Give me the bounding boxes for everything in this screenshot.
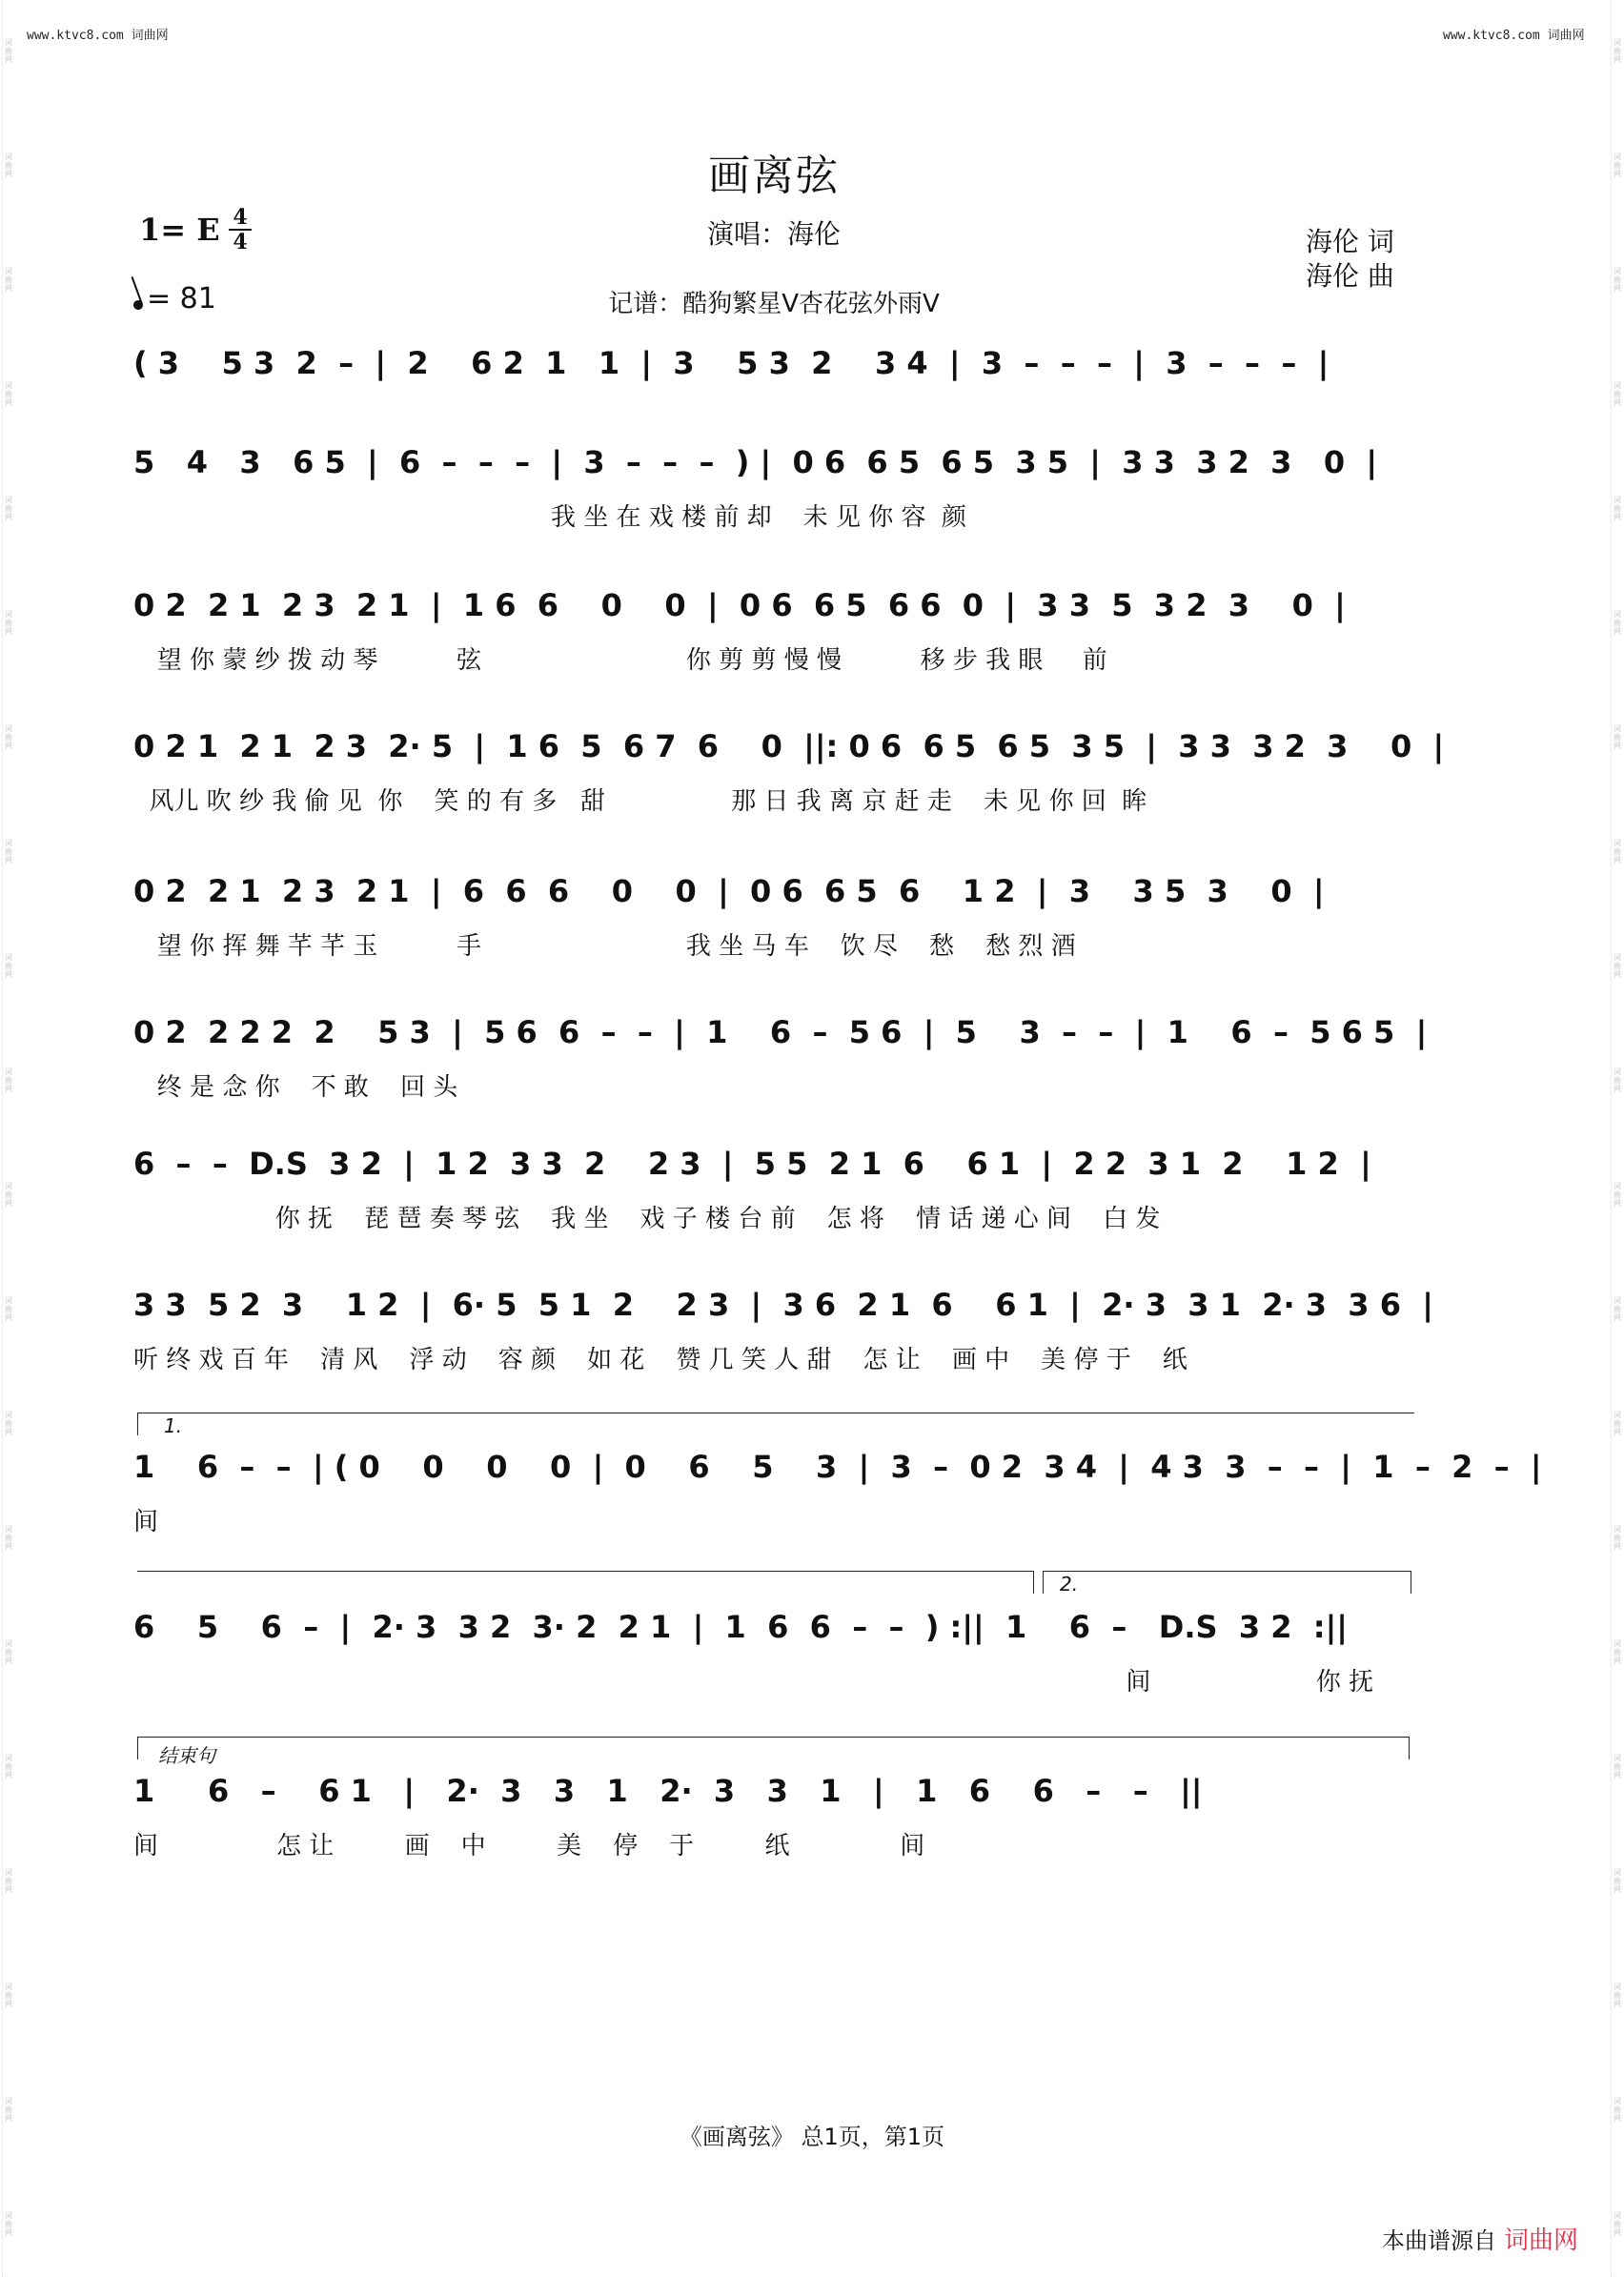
volta-bracket <box>1043 1571 1411 1572</box>
notes-line: 6 – – D.S 3 2 | 1 2 3 3 2 2 3 | 5 5 2 1 6 6 1 | 2 2 3 1 2 1 2 | <box>133 1146 1371 1182</box>
side-watermark: 词 曲 网 <box>1614 724 1621 750</box>
side-watermark: 词 曲 网 <box>1614 381 1621 407</box>
source-credit <box>1382 2221 1578 2256</box>
lyrics-line: 间 <box>133 1508 159 1536</box>
transcriber: 记谱：酷狗繁星V杏花弦外雨V <box>608 290 940 318</box>
composer: 海伦 曲 <box>1306 260 1394 292</box>
right-margin-strip <box>1611 0 1623 2277</box>
side-watermark: 词 曲 网 <box>5 1639 12 1665</box>
notes-line: 0 2 2 1 2 3 2 1 | 1 6 6 0 0 | 0 6 6 5 6 6 0 | 3 3 5 3 2 3 0 | <box>133 587 1346 623</box>
source-text: 本曲谱源自 <box>1382 2227 1496 2254</box>
side-watermark: 词 曲 网 <box>1614 267 1621 293</box>
tempo-value: = 81 <box>147 282 216 315</box>
volta-bracket <box>137 1737 1409 1738</box>
side-watermark: 词 曲 网 <box>1614 839 1621 864</box>
side-watermark: 词 曲 网 <box>5 381 12 407</box>
side-watermark: 词 曲 网 <box>1614 1411 1621 1436</box>
side-watermark: 词 曲 网 <box>1614 152 1621 178</box>
volta-bracket-tick <box>137 1413 138 1435</box>
side-watermark: 词 曲 网 <box>5 2211 12 2237</box>
site-url-left[interactable]: www.ktvc8.com 词曲网 <box>27 29 169 43</box>
side-watermark: 词 曲 网 <box>1614 1067 1621 1093</box>
notes-line: 0 2 2 1 2 3 2 1 | 6 6 6 0 0 | 0 6 6 5 6 1 2 | 3 3 5 3 0 | <box>133 873 1325 909</box>
notes-line: 0 2 2 2 2 2 5 3 | 5 6 6 – – | 1 6 – 5 6 | 5 3 – – | 1 6 – 5 6 5 | <box>133 1014 1428 1050</box>
volta-label: 2. <box>1060 1573 1079 1596</box>
lyrics-line: 望 你 挥 舞 芊 芊 玉 手 我 坐 马 车 饮 尽 愁 愁 烈 酒 <box>133 932 1076 961</box>
side-watermark: 词 曲 网 <box>1614 1982 1621 2008</box>
side-watermark: 词 曲 网 <box>5 1182 12 1208</box>
side-watermark: 词 曲 网 <box>1614 1182 1621 1208</box>
side-watermark: 词 曲 网 <box>5 1525 12 1551</box>
side-watermark: 词 曲 网 <box>5 1982 12 2008</box>
volta-bracket-tick <box>1033 1571 1034 1594</box>
side-watermark: 词 曲 网 <box>1614 1525 1621 1551</box>
side-watermark: 词 曲 网 <box>1614 953 1621 979</box>
side-watermark: 词 曲 网 <box>1614 1754 1621 1779</box>
volta-bracket <box>137 1571 1033 1572</box>
side-watermark: 词 曲 网 <box>5 2097 12 2123</box>
lyrics-line: 你 抚 琵 琶 奏 琴 弦 我 坐 戏 子 楼 台 前 怎 将 情 话 递 心 间 白 发 <box>133 1205 1161 1233</box>
side-watermark: 词 曲 网 <box>1614 496 1621 521</box>
time-signature-top: 4 <box>233 205 248 230</box>
side-watermark: 词 曲 网 <box>1614 1296 1621 1322</box>
song-title: 画离弦 <box>708 152 840 200</box>
side-watermark: 词 曲 网 <box>5 839 12 864</box>
side-watermark: 词 曲 网 <box>5 610 12 636</box>
page-info: 《画离弦》 总1页，第1页 <box>679 2124 945 2150</box>
source-logo[interactable]: 词曲网 <box>1504 2226 1579 2255</box>
lyrics-line: 间 怎 让 画 中 美 停 于 纸 间 <box>133 1832 925 1860</box>
side-watermark: 词 曲 网 <box>5 38 12 64</box>
side-watermark: 词 曲 网 <box>5 496 12 521</box>
notes-line: 3 3 5 2 3 1 2 | 6· 5 5 1 2 2 3 | 3 6 2 1 6 6 1 | 2· 3 3 1 2· 3 3 6 | <box>133 1287 1433 1323</box>
side-watermark: 词 曲 网 <box>5 1296 12 1322</box>
side-watermark: 词 曲 网 <box>1614 38 1621 64</box>
left-margin-strip <box>2 0 14 2277</box>
notes-line: 1 6 – 6 1 | 2· 3 3 1 2· 3 3 1 | 1 6 6 – – || <box>133 1773 1203 1809</box>
volta-label: 1. <box>164 1414 183 1437</box>
side-watermark: 词 曲 网 <box>5 1411 12 1436</box>
lyrics-line: 风儿 吹 纱 我 偷 见 你 笑 的 有 多 甜 那 日 我 离 京 赶 走 未 见 你 回 眸 <box>133 787 1147 816</box>
side-watermark: 词 曲 网 <box>1614 1868 1621 1894</box>
notes-line: ( 3 5 3 2 – | 2 6 2 1 1 | 3 5 3 2 3 4 | 3 – – – | 3 – – – | <box>133 345 1330 381</box>
lyrics-line: 我 坐 在 戏 楼 前 却 未 见 你 容 颜 <box>133 503 966 532</box>
side-watermark: 词 曲 网 <box>5 152 12 178</box>
volta-bracket-tick <box>137 1737 138 1759</box>
side-watermark: 词 曲 网 <box>1614 2097 1621 2123</box>
time-signature <box>229 206 252 254</box>
notes-line: 0 2 1 2 1 2 3 2· 5 | 1 6 5 6 7 6 0 ||: 0 6 6 5 6 5 3 5 | 3 3 3 2 3 0 | <box>133 728 1445 764</box>
site-url-right[interactable]: www.ktvc8.com 词曲网 <box>1443 29 1585 43</box>
side-watermark: 词 曲 网 <box>5 724 12 750</box>
side-watermark: 词 曲 网 <box>5 1067 12 1093</box>
singer: 演唱：海伦 <box>706 218 841 250</box>
notes-line: 6 5 6 – | 2· 3 3 2 3· 2 2 1 | 1 6 6 – – ) :|| 1 6 – D.S 3 2 :|| <box>133 1609 1348 1645</box>
lyrics-line: 望 你 蒙 纱 拨 动 琴 弦 你 剪 剪 慢 慢 移 步 我 眼 前 <box>133 646 1107 675</box>
volta-bracket-tick <box>1043 1571 1044 1594</box>
side-watermark: 词 曲 网 <box>5 267 12 293</box>
side-watermark: 词 曲 网 <box>1614 610 1621 636</box>
side-watermark: 词 曲 网 <box>5 1754 12 1779</box>
side-watermark: 词 曲 网 <box>1614 2211 1621 2237</box>
lyrics-line: 听 终 戏 百 年 清 风 浮 动 容 颜 如 花 赞 几 笑 人 甜 怎 让 画 中 美 停 于 纸 <box>133 1346 1188 1374</box>
notes-line: 1 6 – – | ( 0 0 0 0 | 0 6 5 3 | 3 – 0 2 3 4 | 4 3 3 – – | 1 – 2 – | <box>133 1449 1542 1485</box>
volta-label: 结束句 <box>158 1744 215 1767</box>
lyrics-line: 终 是 念 你 不 敢 回 头 <box>133 1073 458 1102</box>
volta-bracket-tick <box>1409 1737 1410 1759</box>
key-signature: 1= E <box>139 212 220 248</box>
side-watermark: 词 曲 网 <box>1614 1639 1621 1665</box>
side-watermark: 词 曲 网 <box>5 953 12 979</box>
notes-line: 5 4 3 6 5 | 6 – – – | 3 – – – ) | 0 6 6 5 6 5 3 5 | 3 3 3 2 3 0 | <box>133 444 1378 480</box>
lyricist: 海伦 词 <box>1306 226 1394 257</box>
time-signature-bottom: 4 <box>229 229 252 254</box>
lyrics-line: 间 你 抚 <box>133 1668 1374 1697</box>
side-watermark: 词 曲 网 <box>5 1868 12 1894</box>
